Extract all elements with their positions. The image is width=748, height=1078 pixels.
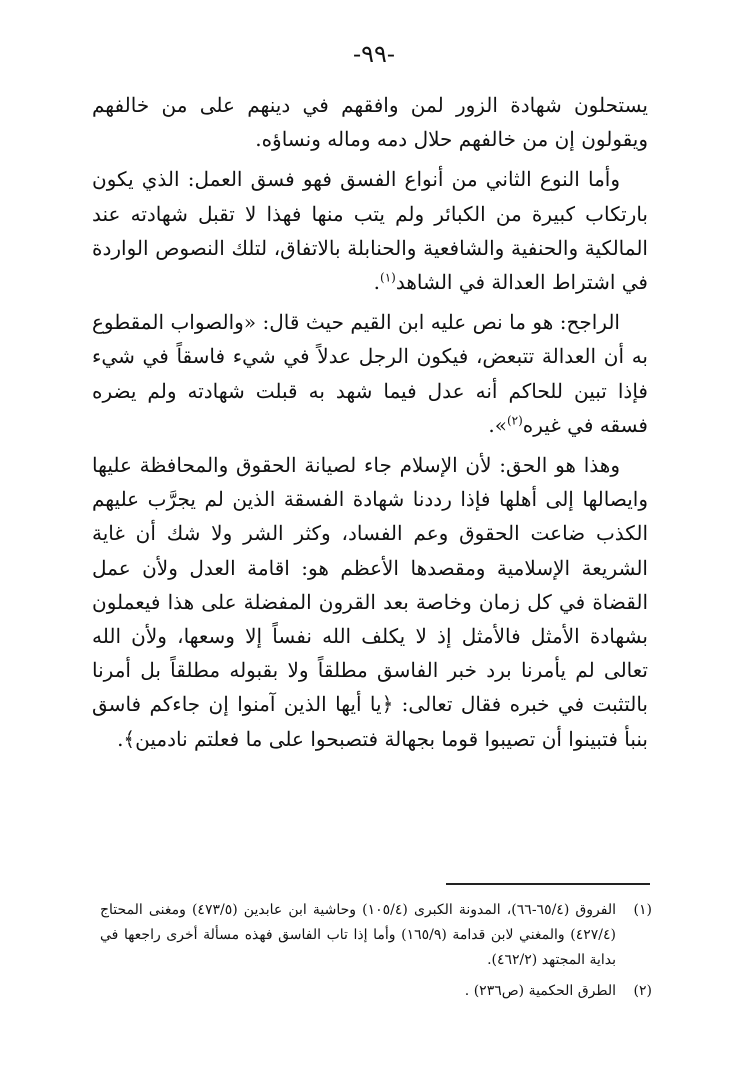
- paragraph-1-text: يستحلون شهادة الزور لمن وافقهم في دينهم على من خالفهم ويقولون إن من خالفهم حلال دمه وماله ونساؤه.: [92, 93, 648, 152]
- footnote-ref-2[interactable]: (٢): [506, 413, 523, 428]
- paragraph-3-end: ».: [488, 412, 507, 437]
- footnote-1: [100, 898, 652, 973]
- footnote-1-number: (١): [633, 902, 652, 918]
- footnote-divider: [446, 883, 650, 885]
- footnote-2-number: (٢): [633, 983, 652, 999]
- footnote-2: [100, 979, 652, 1004]
- paragraph-4-text: وهذا هو الحق: لأن الإسلام جاء لصيانة الحقوق والمحافظة عليها وايصالها إلى أهلها فإذا رددنا شهادة الفسقة الذين لم يجرَّب عليهم الكذب ضاعت الحقوق وعم الفساد، وكثر الشر ولا شك أن غاية الشريعة الإسلامية ومقصدها الأعظم هو: اقامة العدل ولأن عمل القضاة في كل زمان وخاصة بعد القرون المفضلة على هذا فيعملون بشهادة الأمثل فالأمثل إذ لا يكلف الله نفساً إلا وسعها، ولأن الله تعالى لم يأمرنا برد خبر الفاسق مطلقاً ولا بقبوله مطلقاً بل أمرنا بالتثبت في خبره فقال تعالى: ﴿يا أيها الذين آمنوا إن جاءكم فاسق بنبأ فتبينوا أن تصيبوا قوما بجهالة فتصبحوا على ما فعلتم نادمين﴾.: [92, 453, 648, 751]
- paragraph-4: [92, 448, 648, 756]
- footnote-ref-1[interactable]: (١): [380, 270, 396, 285]
- paragraph-2-end: .: [373, 270, 381, 295]
- footnote-1-text: الفروق (٦٥/٤-٦٦)، المدونة الكبرى (١٠٥/٤) وحاشية ابن عابدين (٤٧٣/٥) ومغنى المحتاج (٤٢٧/٤) والمغني لابن قدامة (١٦٥/٩) وأما إذا تاب الفاسق فهذه مسألة أخرى راجعها في بداية المجتهد (٤٦٢/٢).: [100, 902, 616, 968]
- page-body: [92, 88, 648, 756]
- paragraph-3: [92, 305, 648, 442]
- paragraph-2-text: وأما النوع الثاني من أنواع الفسق فهو فسق العمل: الذي يكون بارتكاب كبيرة من الكبائر ولم يتب منها فهذا لا تقبل شهادته عند المالكية والحنفية والشافعية والحنابلة بالاتفاق، لتلك النصوص الواردة في اشتراط العدالة في الشاهد: [92, 167, 648, 295]
- paragraph-1: [92, 88, 648, 156]
- page-number: -٩٩-: [353, 40, 395, 68]
- paragraph-2: [92, 162, 648, 299]
- footnotes: [100, 898, 652, 1004]
- footnote-2-text: الطرق الحكمية (ص٢٣٦) .: [464, 983, 616, 999]
- paragraph-3-text: الراجح: هو ما نص عليه ابن القيم حيث قال: «والصواب المقطوع به أن العدالة تتبعض، فيكون الرجل عدلاً في شيء فاسقاً في شيء فإذا تبين للحاكم أنه عدل فيما شهد به قبلت شهادته ولم يضره فسقه في غيره: [92, 310, 648, 437]
